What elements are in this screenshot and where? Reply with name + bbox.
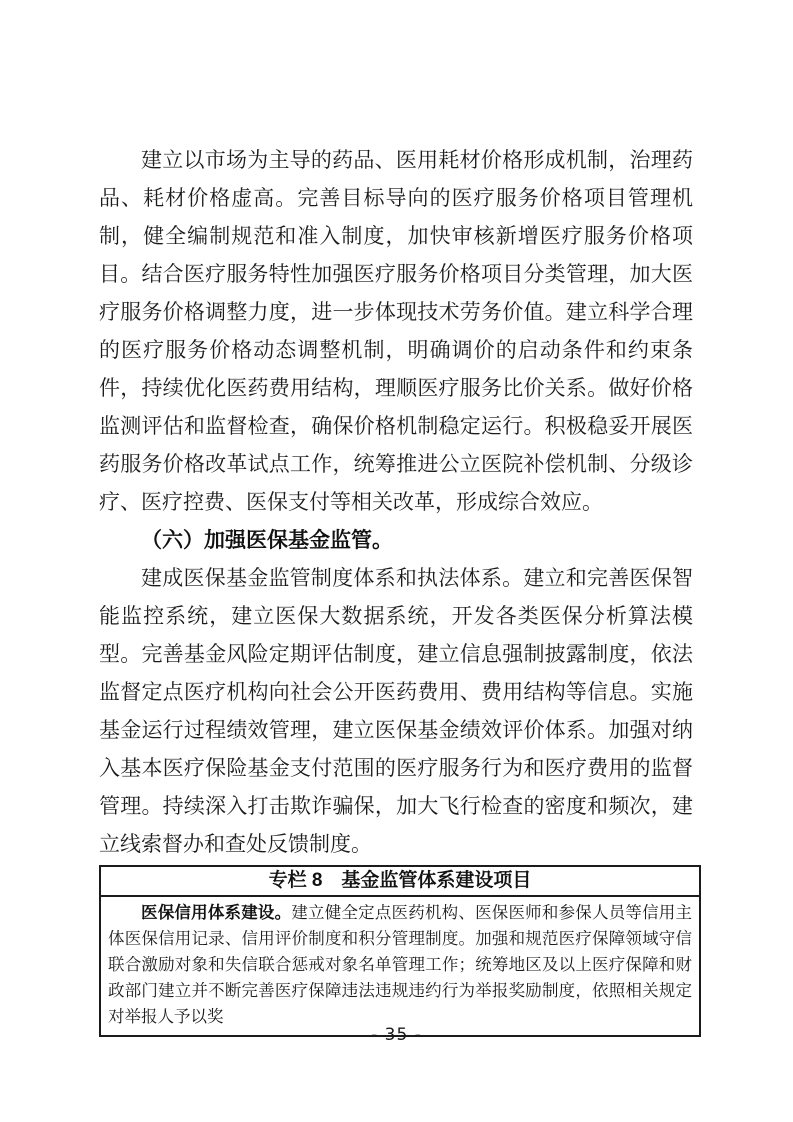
page-content bbox=[99, 141, 693, 1037]
paragraph-price-mechanism: 建立以市场为主导的药品、医用耗材价格形成机制，治理药品、耗材价格虚高。完善目标导向的医疗服务价格项目管理机制，健全编制规范和准入制度，加快审核新增医疗服务价格项目。结合医疗服务特性加强医疗服务价格项目分类管理，加大医疗服务价格调整力度，进一步体现技术劳务价值。建立科学合理的医疗服务价格动态调整机制，明确调价的启动条件和约束条件，持续优化医药费用结构，理顺医疗服务比价关系。做好价格监测评估和监督检查，确保价格机制稳定运行。积极稳妥开展医药服务价格改革试点工作，统筹推进公立医院补偿机制、分级诊疗、医疗控费、医保支付等相关改革，形成综合效应。 bbox=[99, 148, 693, 514]
paragraph-fund-supervision: 建成医保基金监管制度体系和执法体系。建立和完善医保智能监控系统，建立医保大数据系统，开发各类医保分析算法模型。完善基金风险定期评估制度，建立信息强制披露制度，依法监督定点医疗机构向社会公开医药费用、费用结构等信息。实施基金运行过程绩效管理，建立医保基金绩效评价体系。加强对纳入基本医疗保险基金支付范围的医疗服务行为和医疗费用的监督管理。持续深入打击欺诈骗保，加大飞行检查的密度和频次，建立线索督办和查处反馈制度。 bbox=[99, 566, 693, 856]
callout-box-fund-supervision-projects bbox=[99, 865, 701, 1037]
callout-box-title: 专栏 8 基金监管体系建设项目 bbox=[101, 867, 699, 897]
callout-box-lead-text: 医保信用体系建设。 bbox=[141, 904, 292, 922]
section-heading-fund-supervision: （六）加强医保基金监管。 bbox=[141, 528, 393, 552]
callout-box-body bbox=[101, 897, 699, 1035]
page-number: - 35 - bbox=[371, 1025, 422, 1045]
callout-box-body-text: 建立健全定点医药机构、医保医师和参保人员等信用主体医保信用记录、信用评价制度和积分管理制度。加强和规范医疗保障领域守信联合激励对象和失信联合惩戒对象名单管理工作；统筹地区及以上医疗保障和财政部门建立并不断完善医疗保障违法违规违约行为举报奖励制度，依照相关规定对举报人予以奖 bbox=[108, 903, 692, 1026]
